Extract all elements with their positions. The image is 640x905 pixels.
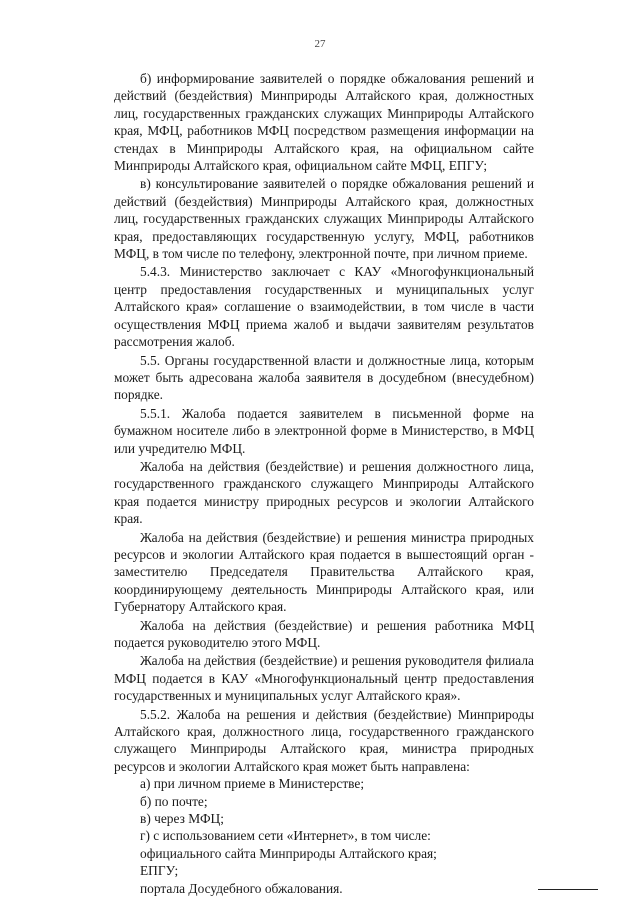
list-item: портала Досудебного обжалования.: [140, 880, 343, 896]
paragraph-informing: б) информирование заявителей о порядке обжалования решений и действий (бездействия) Минприроды Алтайского края, должностных лиц, государственных гражданских служащих Минприроды Алтайского края, МФЦ, работников МФЦ посредством размещения информации на стендах в Минприроды Алтайского края, на официальном сайте Минприроды Алтайского края, официальном сайте МФЦ, ЕПГУ;: [114, 71, 534, 174]
list-item: б) по почте;: [140, 793, 208, 809]
paragraph-5-5-2: 5.5.2. Жалоба на решения и действия (бездействие) Минприроды Алтайского края, должностного лица, государственного гражданского служащего Минприроды Алтайского края, министра природных ресурсов и экологии Алтайского края может быть направлена:: [114, 706, 534, 774]
paragraph-complaint-mfc-branch: Жалоба на действия (бездействие) и решения руководителя филиала МФЦ подается в КАУ «Многофункциональный центр предоставления государственных и муниципальных услуг Алтайского края».: [114, 653, 534, 704]
list-item: ЕПГУ;: [140, 863, 179, 879]
list-item: в) через МФЦ;: [140, 811, 224, 827]
paragraph-5-4-3: 5.4.3. Министерство заключает с КАУ «Многофункциональный центр предоставления государственных и муниципальных услуг Алтайского края» соглашение о взаимодействии, в том числе в части осуществления МФЦ приема жалоб и выдачи заявителям результатов рассмотрения жалоб.: [114, 264, 534, 350]
footer-divider: [538, 889, 598, 890]
list-item: г) с использованием сети «Интернет», в том числе:: [140, 828, 431, 844]
page-number: 27: [314, 38, 326, 50]
paragraph-5-5-1: 5.5.1. Жалоба подается заявителем в письменной форме на бумажном носителе либо в электронной форме в Министерство, в МФЦ или учредителю МФЦ.: [114, 405, 534, 456]
paragraph-consulting: в) консультирование заявителей о порядке обжалования решений и действий (бездействия) Минприроды Алтайского края, должностных лиц, государственных гражданских служащих Минприроды Алтайского края, предоставляющих государственную услугу, МФЦ, работников МФЦ, в том числе по телефону, электронной почте, при личном приеме.: [114, 176, 534, 262]
list-item: официального сайта Минприроды Алтайского края;: [140, 845, 437, 861]
paragraph-complaint-mfc-worker: Жалоба на действия (бездействие) и решения работника МФЦ подается руководителю этого МФЦ.: [114, 617, 534, 650]
paragraph-complaint-minister: Жалоба на действия (бездействие) и решения министра природных ресурсов и экологии Алтайского края подается в вышестоящий орган - заместителю Председателя Правительства Алтайского края, координирующему деятельность Минприроды Алтайского края, или Губернатору Алтайского края.: [114, 529, 534, 615]
paragraph-5-5: 5.5. Органы государственной власти и должностные лица, которым может быть адресована жалоба заявителя в досудебном (внесудебном) порядке.: [114, 352, 534, 403]
paragraph-complaint-official: Жалоба на действия (бездействие) и решения должностного лица, государственного гражданского служащего Минприроды Алтайского края подается министру природных ресурсов и экологии Алтайского края.: [114, 458, 534, 527]
list-item: а) при личном приеме в Министерстве;: [140, 776, 365, 792]
document-body: [114, 70, 534, 897]
